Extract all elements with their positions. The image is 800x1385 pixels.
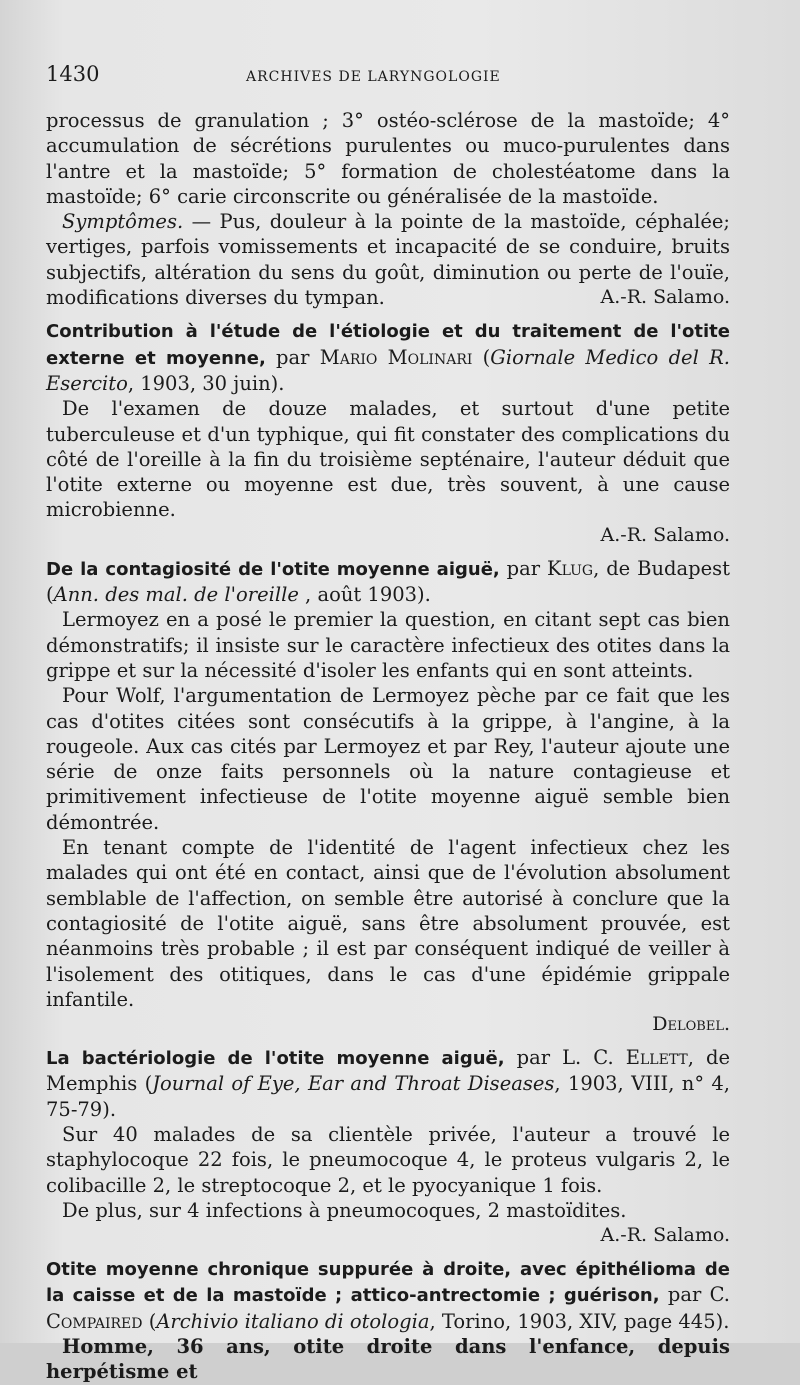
article-2-heading [46,556,730,608]
article-4-body: Homme, 36 ans, otite droite dans l'enfance, depuis herpétisme et [46,1335,730,1384]
article-3-location: , de Memphis ( [46,1046,730,1096]
running-head: ARCHIVES DE LARYNGOLOGIE [246,69,501,85]
article-2-paragraph-1: Lermoyez en a posé le premier la question, en citant sept cas bien démonstratifs; il insiste sur le caractère infectieux des otites dans la grippe et sur la nécessité d'isoler les enfants qui en sont atteints. [46,608,730,682]
article-4-paren: ( [142,1309,157,1333]
article-3-citation: , 1903, VIII, n° 4, 75-79). [46,1072,730,1121]
article-2-journal: Ann. des mal. de l'oreille [53,583,299,607]
article-2-location: , de Budapest ( [46,556,730,607]
article-3-author: L. C. Ellett [562,1046,688,1070]
article-2-signature: Delobel. [652,1013,730,1036]
article-3-signature: A.-R. Salamo. [600,1224,730,1247]
article-3-heading [46,1045,730,1122]
article-1-body: De l'examen de douze malades, et surtout d'une petite tuberculeuse et d'un typhique, qui fit constater des complications du côté de l'oreille à la fin du troisième septénaire, l'auteur déduit que l'otite externe ou moyenne est due, très souvent, à une cause microbienne. [46,397,730,522]
article-1-title: Contribution à l'étude de l'étiologie et du traitement de l'otite externe et moyenne, [46,321,730,369]
article-4-title: Otite moyenne chronique suppurée à droite, avec épithélioma de la caisse et de la mastoïde ; attico-antrectomie ; guérison, [46,1259,730,1307]
article-4-author: C. Compaired [46,1283,731,1333]
page-header [46,62,730,102]
article-3-by: par [504,1046,563,1070]
article-2-citation: , août 1903). [298,583,431,607]
article-2-title: De la contagiosité de l'otite moyenne aiguë, [46,558,500,580]
article-2-paragraph-2: Pour Wolf, l'argumentation de Lermoyez pèche par ce fait que les cas d'otites citées sont consécutifs à la grippe, à l'angine, à la rougeole. Aux cas cités par Lermoyez et par Rey, l'auteur ajoute une série de onze faits personnels où la nature contagieuse et primitivement infectieuse de l'otite moyenne aiguë semble bien démontrée. [46,684,730,834]
article-1-journal: Giornale Medico del R. Esercito [46,345,730,395]
article-1-paren: ( [472,345,491,369]
article-3-paragraph-2: De plus, sur 4 infections à pneumocoques, 2 mastoïdites. [62,1198,627,1222]
article-3-title: La bactériologie de l'otite moyenne aiguë, [46,1048,505,1070]
article-1-citation: , 1903, 30 juin). [127,371,285,395]
article-1-heading [46,318,730,396]
article-4-journal: Archivio italiano di otologia [156,1309,430,1333]
article-1-by: par [265,345,320,369]
symptoms-label: Symptômes. [62,210,184,234]
symptoms-text: — Pus, douleur à la pointe de la mastoïde, céphalée; vertiges, parfois vomissements et incapacité de se conduire, bruits subjectifs, altération du sens du goût, diminution ou perte de l'ouïe, modifications diverses du tympan. [46,210,730,310]
intro-signature: A.-R. Salamo. [600,286,730,309]
article-2-by: par [499,556,547,580]
article-2-paragraph-3: En tenant compte de l'identité de l'agent infectieux chez les malades qui ont été en contact, ainsi que de l'évolution absolument semblable de l'affection, on semble être autorisé à conclure que la contagiosité de l'otite aiguë, sans être absolument prouvée, est néanmoins très probable ; il est par conséquent indiqué de veiller à l'isolement des otitiques, dans le cas d'une épidémie grippale infantile. [46,836,730,1011]
article-2-author: Klug [547,556,594,580]
page-number: 1430 [46,62,100,86]
article-4-heading [46,1256,730,1334]
intro-paragraph: processus de granulation ; 3° ostéo-sclérose de la mastoïde; 4° accumulation de sécrétions purulentes ou muco-purulentes dans l'antre et la mastoïde; 5° formation de cholestéatome dans la mastoïde; 6° carie circonscrite ou généralisée de la mastoïde. [46,109,730,208]
article-1-author: Mario Molinari [319,345,473,369]
article-1-signature: A.-R. Salamo. [600,523,730,546]
article-3-paragraph-1: Sur 40 malades de sa clientèle privée, l'auteur a trouvé le staphylocoque 22 fois, le pneumocoque 4, le proteus vulgaris 2, le colibacille 2, le streptocoque 2, et le pyocyanique 1 fois. [46,1122,730,1197]
article-4-citation: , Torino, 1903, XIV, page 445). [429,1309,730,1333]
article-4-by: par [659,1283,710,1307]
article-3-journal: Journal of Eye, Ear and Throat Diseases [152,1072,555,1096]
